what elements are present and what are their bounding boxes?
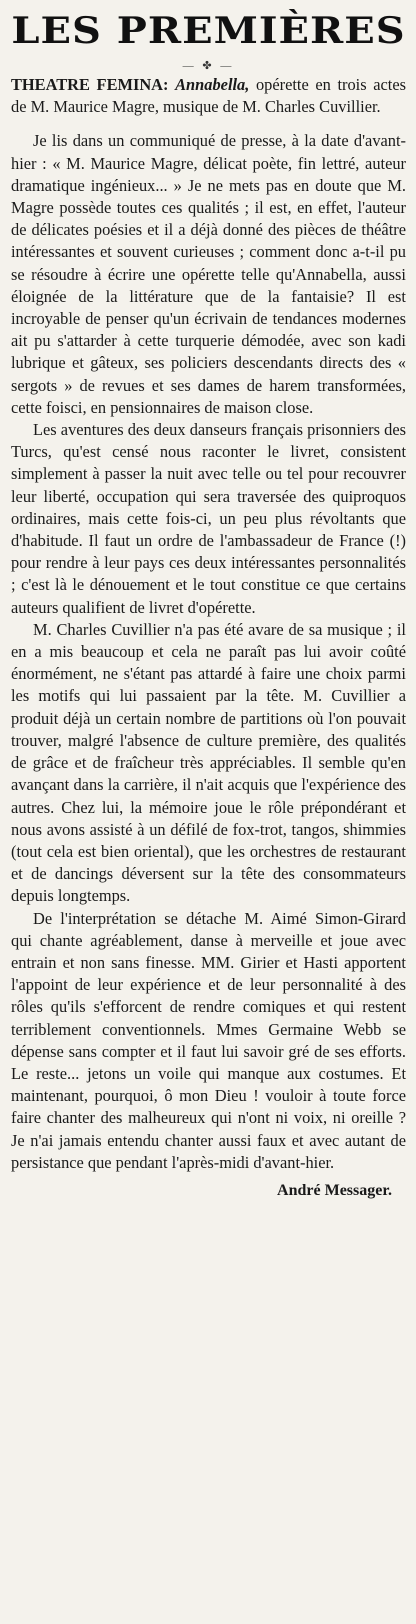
theatre-name: THEATRE FEMINA: bbox=[11, 75, 169, 94]
paragraph-3: M. Charles Cuvillier n'a pas été avare de sa musique ; il en a mis beaucoup et cela ne paraît pas lui avoir coûté énormément, ne s'étant pas attardé à faire une choix parmi les motifs qui lui passaient par la tête. M. Cuvillier a produit déjà un certain nombre de partitions où l'on pouvait trouver, malgré l'absence de culture première, des qualités de grâce et de fraîcheur très appréciables. Il semble qu'en avançant dans la carrière, il n'ait acquis que l'expérience des autres. Chez lui, la mémoire joue le rôle prépondérant et nous avons assisté à un défilé de fox-trot, tangos, shimmies (tout cela est bien oriental), que les orchestres de restaurant et de dancings déversent sur la tête des consommateurs depuis longtemps. bbox=[11, 619, 406, 906]
headline: LES PREMIÈRES bbox=[11, 8, 406, 52]
lead-paragraph bbox=[11, 74, 406, 118]
work-title: Annabella, bbox=[175, 75, 250, 94]
article-body bbox=[11, 74, 406, 1202]
paragraph-2: Les aventures des deux danseurs français prisonniers des Turcs, qu'est censé nous raconter le livret, consistent simplement à passer la nuit avec telle ou tel pour recouvrer leur liberté, occupation qui sera traversée des quiproquos ordinaires, mais cette fois-ci, un peu plus révoltants que d'habitude. Il faut un ordre de l'ambassadeur de France (!) pour rendre à leur pays ces deux intéressantes personnalités ; c'est là le dénouement et le tout constitue ce que certains auteurs qualifient de livret d'opérette. bbox=[11, 420, 406, 617]
paragraph-1: Je lis dans un communiqué de presse, à la date d'avant-hier : « M. Maurice Magre, délicat poète, fin lettré, auteur dramatique ingénieux... » Je ne mets pas en doute que M. Magre possède toutes ces qualités ; il est, en effet, l'auteur de délicates poésies et il a déjà donné des pièces de théâtre intéressantes et souvent curieuses ; comment donc a-t-il pu se résoudre à écrire une opérette telle qu'Annabella, aussi éloignée de la littérature que de la fantaisie? Il est incroyable de penser qu'un écrivain de tendances modernes ait pu s'attarder à cette turquerie démodée, avec son kadi lubrique et gâteux, ses policiers descendants directs des « sergots » de revues et ses dames de harem transformées, cette foisci, en pensionnaires de maison close. bbox=[11, 131, 406, 417]
lead-rest: opérette en trois actes de M. Maurice Magre, musique de M. Charles Cuvillier. bbox=[11, 75, 406, 117]
paragraph-4: De l'interprétation se détache M. Aimé Simon-Girard qui chante agréablement, danse à merveille et joue avec entrain et non sans finesse. MM. Girier et Hasti apportent l'appoint de leur expérience et de leur personnalité à des rôles qu'ils s'efforcent de rendre comiques et qui restent terriblement conventionnels. Mmes Germaine Webb se dépense sans compter et il faut lui savoir gré de ses efforts. Le reste... jetons un voile qui manque aux costumes. Et maintenant, pourquoi, ô mon Dieu ! vouloir à toute force faire chanter des malheureux qui n'ont ni voix, ni oreille ? Je n'ai jamais entendu chanter aussi faux et avec autant de persistance que pendant l'après-midi d'avant-hier. bbox=[11, 908, 406, 1172]
ornament-divider: — ✤ — bbox=[182, 60, 235, 72]
author-signature: André Messager. bbox=[277, 1181, 392, 1199]
